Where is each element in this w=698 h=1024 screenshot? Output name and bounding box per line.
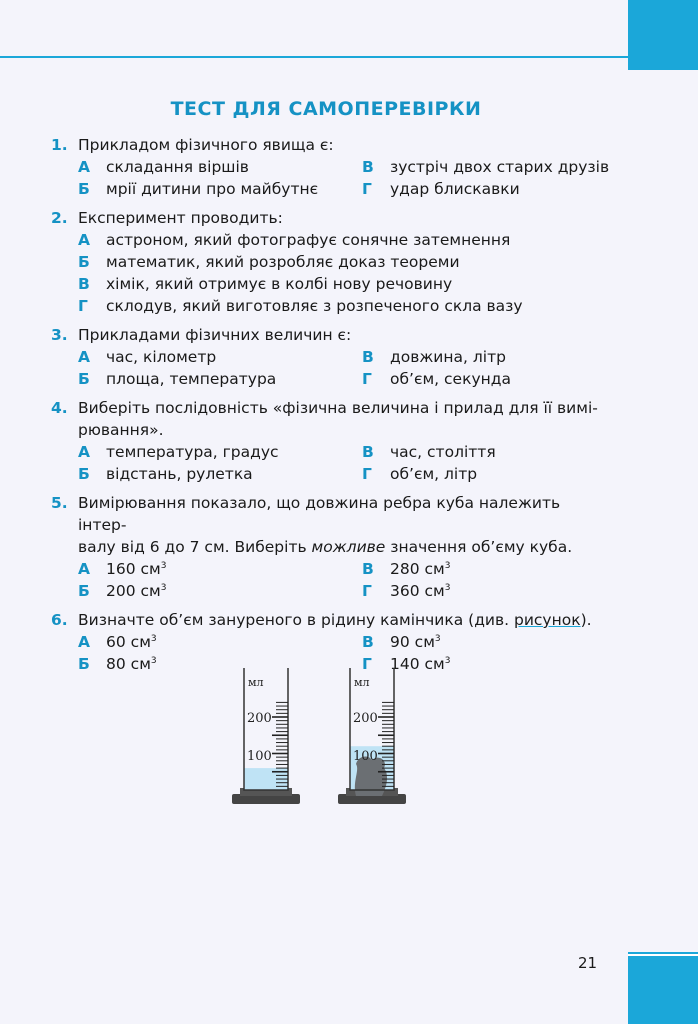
unit-exponent: 3 xyxy=(434,634,441,644)
question-list xyxy=(0,134,698,675)
option-text: мрії дитини про майбутнє xyxy=(106,180,319,198)
unit-exponent: 3 xyxy=(150,656,157,666)
option-letter: А xyxy=(78,443,90,461)
answer-option[interactable] xyxy=(78,178,362,200)
option-text: складання віршів xyxy=(106,158,249,176)
option-letter: В xyxy=(362,158,374,176)
answer-option[interactable] xyxy=(78,346,362,368)
answer-option[interactable] xyxy=(78,251,638,273)
unit-exponent: 3 xyxy=(444,561,451,571)
option-text: склодув, який виготовляє з розпеченого скла вазу xyxy=(106,297,523,315)
unit-exponent: 3 xyxy=(444,656,451,666)
corner-tab-top xyxy=(628,0,698,70)
option-value: 90 xyxy=(390,633,410,651)
option-letter: Б xyxy=(78,655,90,673)
option-letter: А xyxy=(78,158,90,176)
question-number: 1. xyxy=(51,136,68,154)
option-letter: Б xyxy=(78,253,90,271)
question-text-line-1: Виберіть послідовність «фізична величина і прилад для її вимі- xyxy=(78,399,598,417)
answer-option[interactable] xyxy=(78,295,638,317)
measuring-cylinder-right xyxy=(338,668,406,804)
option-text: об’єм, літр xyxy=(390,465,478,483)
option-value: 200 xyxy=(106,582,136,600)
question-text-line-2: рювання». xyxy=(78,421,164,439)
option-text: температура, градус xyxy=(106,443,279,461)
option-text: хімік, який отримує в колбі нову речовину xyxy=(106,275,453,293)
option-letter: В xyxy=(362,633,374,651)
option-letter: Г xyxy=(362,180,372,198)
top-rule xyxy=(0,56,630,58)
answer-option[interactable] xyxy=(362,580,638,602)
answer-option[interactable] xyxy=(362,558,638,580)
answer-options xyxy=(48,346,608,390)
unit: см xyxy=(414,633,435,651)
answer-option[interactable] xyxy=(78,229,638,251)
question-text: Прикладами фізичних величин є: xyxy=(78,326,352,344)
option-letter: Г xyxy=(362,370,372,388)
question-5 xyxy=(48,492,608,602)
question-3 xyxy=(48,324,608,390)
answer-option[interactable] xyxy=(78,631,362,653)
unit-label: мл xyxy=(354,676,370,689)
answer-option[interactable] xyxy=(362,156,638,178)
unit-exponent: 3 xyxy=(160,561,167,571)
measuring-cylinder-left xyxy=(232,668,300,804)
question-number: 4. xyxy=(51,399,68,417)
option-letter: А xyxy=(78,231,90,249)
bottom-rule xyxy=(628,954,698,956)
option-letter: В xyxy=(362,443,374,461)
unit: см xyxy=(130,633,151,651)
option-text: удар блискавки xyxy=(390,180,520,198)
answer-option[interactable] xyxy=(78,441,362,463)
answer-option[interactable] xyxy=(362,441,638,463)
option-value: 160 xyxy=(106,560,136,578)
option-text: відстань, рулетка xyxy=(106,465,253,483)
option-text: час, століття xyxy=(390,443,496,461)
unit: см xyxy=(424,560,445,578)
answer-option[interactable] xyxy=(78,156,362,178)
option-text: астроном, який фотографує сонячне затемнення xyxy=(106,231,511,249)
answer-option[interactable] xyxy=(362,463,638,485)
unit: см xyxy=(140,560,161,578)
option-letter: Г xyxy=(362,655,372,673)
option-letter: А xyxy=(78,348,90,366)
option-letter: В xyxy=(78,275,90,293)
option-value: 80 xyxy=(106,655,126,673)
question-4 xyxy=(48,397,608,485)
question-text: Прикладом фізичного явища є: xyxy=(78,136,334,154)
option-value: 60 xyxy=(106,633,126,651)
unit-exponent: 3 xyxy=(160,583,167,593)
option-letter: А xyxy=(78,560,90,578)
question-2 xyxy=(48,207,608,317)
tick-label-200: 200 xyxy=(247,711,272,726)
answer-options xyxy=(48,441,608,485)
page-title: ТЕСТ ДЛЯ САМОПЕРЕВІРКИ xyxy=(170,98,482,120)
unit-label: мл xyxy=(248,676,264,689)
option-value: 140 xyxy=(390,655,420,673)
unit: см xyxy=(140,582,161,600)
option-letter: Г xyxy=(362,465,372,483)
option-letter: А xyxy=(78,633,90,651)
answer-options xyxy=(48,156,608,200)
answer-option[interactable] xyxy=(78,580,362,602)
question-text: Експеримент проводить: xyxy=(78,209,283,227)
option-letter: Г xyxy=(362,582,372,600)
unit: см xyxy=(424,655,445,673)
option-value: 360 xyxy=(390,582,420,600)
option-value: 280 xyxy=(390,560,420,578)
question-number: 5. xyxy=(51,494,68,512)
corner-tab-bottom xyxy=(628,952,698,1024)
unit-exponent: 3 xyxy=(444,583,451,593)
question-number: 2. xyxy=(51,209,68,227)
option-text: математик, який розробляє доказ теореми xyxy=(106,253,460,271)
figure-link[interactable]: рисунок xyxy=(514,611,581,629)
answer-option[interactable] xyxy=(78,273,638,295)
option-text: час, кілометр xyxy=(106,348,217,366)
option-letter: Б xyxy=(78,465,90,483)
option-text: об’єм, секунда xyxy=(390,370,511,388)
unit: см xyxy=(130,655,151,673)
answer-options xyxy=(48,558,608,602)
unit-exponent: 3 xyxy=(150,634,157,644)
answer-option[interactable] xyxy=(362,631,638,653)
option-letter: Б xyxy=(78,370,90,388)
option-letter: Б xyxy=(78,180,90,198)
question-text-line-2: валу від 6 до 7 см. Виберіть можливе значення об’єму куба. xyxy=(78,538,573,556)
question-text-line-1: Вимірювання показало, що довжина ребра куба належить інтер- xyxy=(78,494,561,534)
emphasis-word: можливе xyxy=(311,538,386,556)
answer-option[interactable] xyxy=(362,346,638,368)
answer-option[interactable] xyxy=(362,368,638,390)
answer-option[interactable] xyxy=(78,558,362,580)
tick-label-100: 100 xyxy=(247,749,272,764)
question-6: 6. Визначте об’єм зануреного в рідину камінчика (див. рисунок). А 60 $см^3$ В 90 $см^3$ Б 80 $см^3$ Г 140 $см^3$ xyxy=(48,609,608,675)
unit: см xyxy=(424,582,445,600)
measuring-cylinders-figure xyxy=(232,664,472,812)
answer-option[interactable] xyxy=(78,463,362,485)
answer-option[interactable] xyxy=(78,368,362,390)
option-text: довжина, літр xyxy=(390,348,506,366)
tick-label-100: 100 xyxy=(353,749,378,764)
question-number: 6. xyxy=(51,611,68,629)
question-number: 3. xyxy=(51,326,68,344)
tick-label-200: 200 xyxy=(353,711,378,726)
answer-options xyxy=(48,229,608,317)
option-letter: В xyxy=(362,560,374,578)
option-text: площа, температура xyxy=(106,370,277,388)
question-1 xyxy=(48,134,608,200)
option-letter: Г xyxy=(78,297,88,315)
option-letter: В xyxy=(362,348,374,366)
page-number: 21 xyxy=(578,954,598,972)
option-text: зустріч двох старих друзів xyxy=(390,158,610,176)
answer-option[interactable] xyxy=(362,178,638,200)
option-letter: Б xyxy=(78,582,90,600)
